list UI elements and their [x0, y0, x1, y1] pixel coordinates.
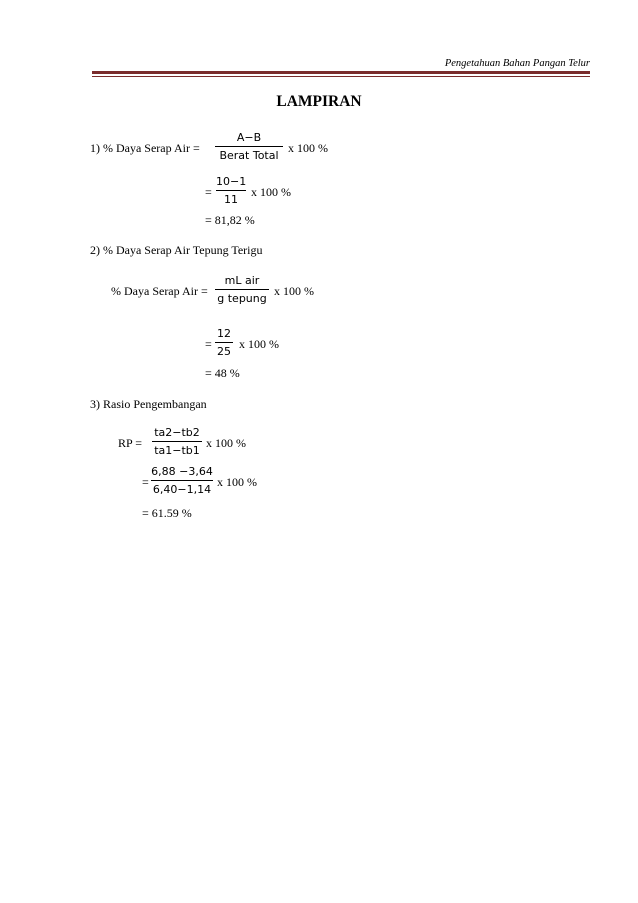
s1-f2-multiplier: x 100 % [251, 185, 291, 199]
s3-f2-numerator: 6,88 −3,64 [151, 465, 213, 481]
s1-fraction-2 [216, 175, 246, 206]
s2-heading: 2) % Daya Serap Air Tepung Terigu [90, 243, 263, 257]
running-header: Pengetahuan Bahan Pangan Telur [444, 58, 590, 69]
s1-f1-numerator: A−B [215, 131, 283, 147]
s2-fraction-2 [215, 327, 233, 358]
header-rule-thin [92, 76, 590, 77]
s2-result: = 48 % [205, 366, 240, 380]
s3-f2-denominator: 6,40−1,14 [152, 483, 212, 496]
s2-f1-denominator: g tepung [217, 292, 267, 305]
s1-f2-denominator: 11 [224, 193, 238, 206]
s2-f2-multiplier: x 100 % [239, 337, 279, 351]
s2-f2-denominator: 25 [217, 345, 231, 358]
s2-fraction-1 [215, 274, 269, 305]
s3-fraction-1 [152, 426, 202, 457]
s1-f1-denominator: Berat Total [219, 149, 279, 162]
s2-label: % Daya Serap Air = [111, 284, 208, 298]
s1-f2-numerator: 10−1 [216, 175, 246, 191]
s1-fraction-1 [215, 131, 283, 162]
s2-f1-numerator: mL air [215, 274, 269, 290]
s2-f2-numerator: 12 [215, 327, 233, 343]
header-rule-thick [92, 71, 590, 74]
s3-f2-multiplier: x 100 % [217, 475, 257, 489]
s3-f1-numerator: ta2−tb2 [152, 426, 202, 442]
s3-heading: 3) Rasio Pengembangan [90, 397, 207, 411]
s1-equals: = [205, 185, 212, 199]
s3-f1-denominator: ta1−tb1 [154, 444, 200, 457]
s2-f1-multiplier: x 100 % [274, 284, 314, 298]
s3-f1-multiplier: x 100 % [206, 436, 246, 450]
s3-fraction-2 [151, 465, 213, 496]
s3-equals: = [142, 475, 149, 489]
s1-f1-multiplier: x 100 % [288, 141, 328, 155]
s2-equals: = [205, 337, 212, 351]
page-title: LAMPIRAN [276, 93, 362, 110]
s1-label: 1) % Daya Serap Air = [90, 141, 200, 155]
s3-label: RP = [118, 436, 142, 450]
s1-result: = 81,82 % [205, 213, 255, 227]
s3-result: = 61.59 % [142, 506, 192, 520]
